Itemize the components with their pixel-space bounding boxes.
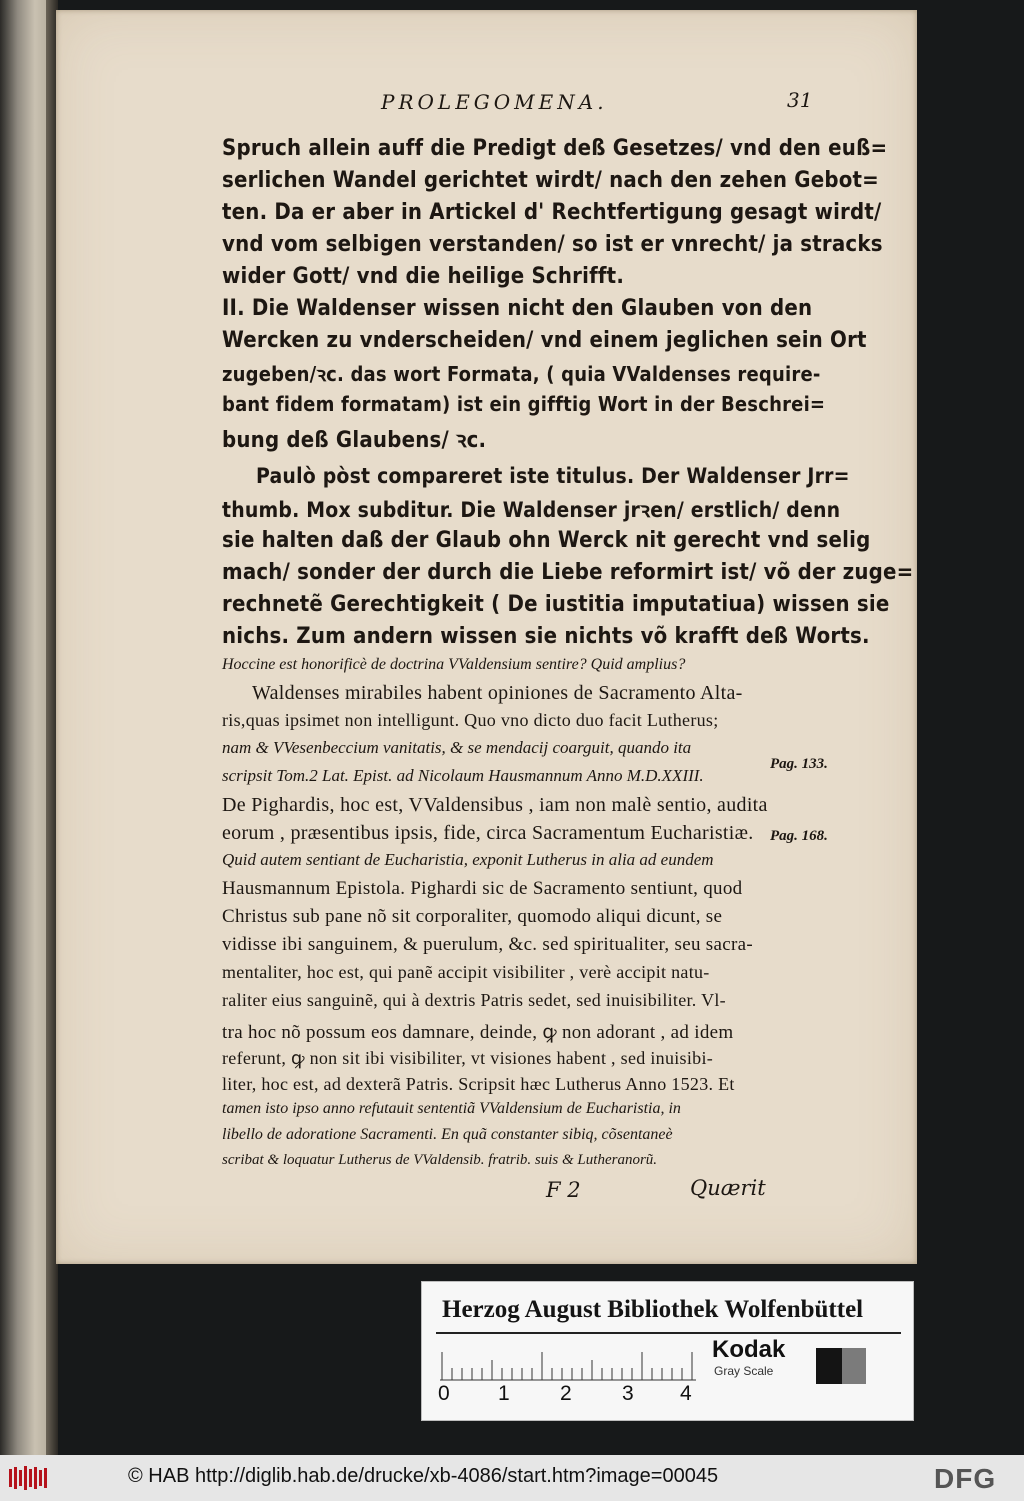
- footer-bar: [0, 1455, 1024, 1501]
- book-page: [56, 10, 917, 1264]
- text-line: liter, hoc est, ad dexterã Patris. Scripsit hæc Lutherus Anno 1523. Et: [222, 1074, 735, 1094]
- text-line: II. Die Waldenser wissen nicht den Glauben von den: [222, 296, 813, 321]
- text-line: sie halten daß der Glaub ohn Werck nit gerecht vnd selig: [222, 528, 871, 553]
- text-line: Wercken zu vnderscheiden/ vnd einem jeglichen sein Ort: [222, 328, 867, 353]
- kodak-logo: Kodak: [712, 1336, 786, 1363]
- text-line: bant fidem formatam) ist ein gifftig Wort in der Beschrei=: [222, 392, 826, 416]
- scale-number: 2: [560, 1382, 572, 1405]
- text-line: mentaliter, hoc est, qui panẽ accipit visibiliter , verè accipit natu-: [222, 962, 710, 982]
- label-divider: [436, 1332, 901, 1334]
- ruler-scale: [440, 1346, 696, 1382]
- library-name: Herzog August Bibliothek Wolfenbüttel: [442, 1296, 864, 1323]
- margin-note: Pag. 168.: [770, 828, 828, 844]
- gray-patch-dark: [816, 1348, 842, 1384]
- text-line: scribat & loquatur Lutherus de VValdensib. fratrib. suis & Lutheranorũ.: [222, 1152, 658, 1168]
- text-line: wider Gott/ vnd die heilige Schrifft.: [222, 264, 625, 289]
- scale-number: 3: [622, 1382, 634, 1405]
- scale-number: 4: [680, 1382, 692, 1405]
- scale-number: 0: [438, 1382, 450, 1405]
- text-line: thumb. Mox subditur. Die Waldenser jrꝛen/ erstlich/ denn: [222, 498, 841, 522]
- text-line: Spruch allein auff die Predigt deß Gesetzes/ vnd den euß=: [222, 136, 888, 161]
- text-line: vnd vom selbigen verstanden/ so ist er vnrecht/ ja stracks: [222, 232, 883, 257]
- text-line: zugeben/ꝛc. das wort Formata, ( quia VValdenses require-: [222, 362, 821, 386]
- text-line: nichs. Zum andern wissen sie nichts võ krafft deß Worts.: [222, 624, 870, 649]
- text-line: rechnetẽ Gerechtigkeit ( De iustitia imputatiua) wissen sie: [222, 592, 890, 617]
- text-line: eorum , præsentibus ipsis, fide, circa Sacramentum Eucharistiæ.: [222, 822, 754, 844]
- text-line: De Pighardis, hoc est, VValdensibus , iam non malè sentio, audita: [222, 794, 768, 816]
- text-line: tamen isto ipso anno refutauit sententiã VValdensium de Eucharistia, in: [222, 1100, 681, 1117]
- signature-mark: F 2: [546, 1178, 581, 1202]
- text-line: referunt, ꝙ non sit ibi visibiliter, vt visiones habent , sed inuisibi-: [222, 1048, 714, 1068]
- text-line: serlichen Wandel gerichtet wirdt/ nach den zehen Gebot=: [222, 168, 879, 193]
- catchword: Quærit: [690, 1176, 766, 1200]
- text-line: Paulò pòst compareret iste titulus. Der Waldenser Jrr=: [256, 464, 850, 488]
- dfg-logo: DFG: [934, 1463, 997, 1494]
- gray-patch-mid: [842, 1348, 866, 1384]
- text-line: libello de adoratione Sacramenti. En quã constanter sibiq, cõsentaneè: [222, 1126, 673, 1143]
- margin-note: Pag. 133.: [770, 756, 828, 772]
- text-line: nam & VVesenbeccium vanitatis, & se mendacij coarguit, quando ita: [222, 738, 692, 757]
- hab-logo-icon: [8, 1465, 48, 1491]
- text-line: vidisse ibi sanguinem, & puerulum, &c. sed spiritualiter, seu sacra-: [222, 934, 753, 955]
- page-number: 31: [787, 88, 813, 112]
- text-line: scripsit Tom.2 Lat. Epist. ad Nicolaum Hausmannum Anno M.D.XXIII.: [222, 766, 704, 785]
- text-line: bung deß Glaubens/ ꝛc.: [222, 428, 487, 453]
- gray-scale-caption: Gray Scale: [714, 1364, 774, 1378]
- text-line: Waldenses mirabiles habent opiniones de Sacramento Alta-: [252, 682, 743, 704]
- previous-page-edge: [0, 0, 50, 1455]
- text-line: Hausmannum Epistola. Pighardi sic de Sacramento sentiunt, quod: [222, 878, 743, 899]
- text-line: Hoccine est honorificè de doctrina VValdensium sentire? Quid amplius?: [222, 656, 686, 673]
- text-line: Christus sub pane nõ sit corporaliter, quomodo aliqui dicunt, se: [222, 906, 723, 927]
- text-line: tra hoc nõ possum eos damnare, deinde, ꝙ non adorant , ad idem: [222, 1022, 734, 1043]
- scale-number: 1: [498, 1382, 510, 1405]
- text-line: mach/ sonder der durch die Liebe reformirt ist/ võ der zuge=: [222, 560, 914, 585]
- text-line: ten. Da er aber in Artickel d' Rechtfertigung gesagt wirdt/: [222, 200, 882, 225]
- text-line: ris,quas ipsimet non intelligunt. Quo vno dicto duo facit Lutherus;: [222, 710, 719, 730]
- text-line: raliter eius sanguinẽ, qui à dextris Patris sedet, sed inuisibiliter. Vl-: [222, 990, 726, 1010]
- copyright-link[interactable]: © HAB http://diglib.hab.de/drucke/xb-4086/start.htm?image=00045: [128, 1465, 719, 1487]
- text-line: Quid autem sentiant de Eucharistia, exponit Lutherus in alia ad eundem: [222, 850, 714, 869]
- library-scale-label: [421, 1281, 914, 1421]
- running-head: PROLEGOMENA.: [381, 90, 608, 114]
